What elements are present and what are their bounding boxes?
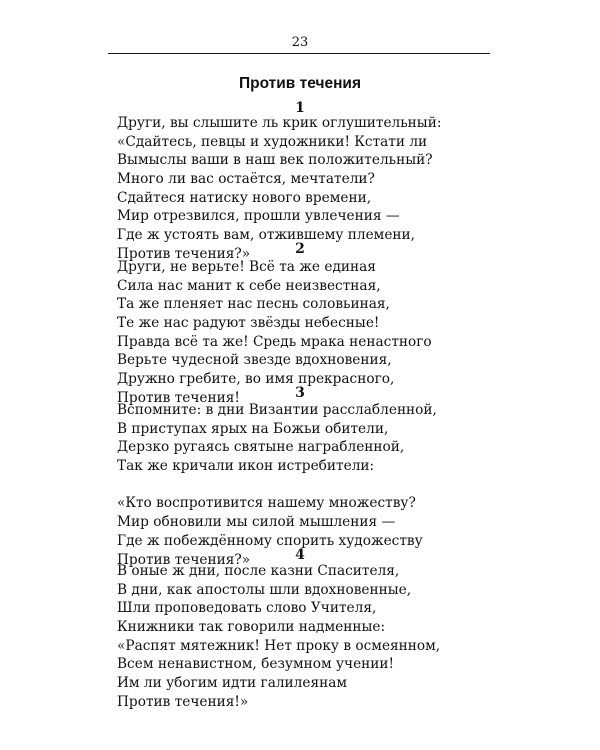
- poem-line: Всем ненавистном, безумном учении!: [117, 656, 395, 673]
- poem-line: Сдайтеся натиску нового времени,: [117, 189, 372, 206]
- poem-line: «Кто воспротивится нашему множеству?: [117, 495, 416, 512]
- poem-line: Мир отрезвился, прошли увлечения —: [117, 208, 400, 225]
- poem-line: Та же пленяет нас песнь соловьиная,: [117, 296, 390, 313]
- poem-title: Против течения: [238, 75, 362, 92]
- stanza-number-4: 4: [295, 547, 305, 563]
- stanza-number-2: 2: [295, 241, 305, 257]
- poem-line: Против течения?»: [117, 551, 251, 568]
- poem-line: Против течения!: [117, 389, 240, 406]
- header-rule: [108, 53, 490, 54]
- poem-line: Мир обновили мы силой мышления —: [117, 514, 396, 531]
- poem-line: Против течения!»: [117, 693, 249, 710]
- poem-line: Верьте чудесной звезде вдохновения,: [117, 352, 392, 369]
- poem-line: «Сдайтесь, певцы и художники! Кстати ли: [117, 133, 428, 150]
- poem-line: Дерзко ругаясь святыне награбленной,: [117, 439, 405, 456]
- stanza-number-1: 1: [295, 100, 305, 116]
- poem-line: Вымыслы ваши в наш век положительный?: [117, 152, 433, 169]
- stanza-number-3: 3: [295, 385, 305, 401]
- poem-line: Книжники так говорили надменные:: [117, 619, 386, 636]
- poem-line: Те же нас радуют звёзды небесные!: [117, 315, 380, 332]
- page-number: 23: [291, 35, 309, 50]
- poem-line: Против течения?»: [117, 245, 251, 262]
- poem-line: В дни, как апостолы шли вдохновенные,: [117, 581, 412, 598]
- poem-line: Им ли убогим идти галилеянам: [117, 675, 348, 692]
- poem-line: Шли проповедовать слово Учителя,: [117, 600, 377, 617]
- poem-line: Где ж побеждённому спорить художеству: [117, 532, 423, 549]
- poem-line: В приступах ярых на Божьи обители,: [117, 420, 389, 437]
- poem-line: Где ж устоять вам, отжившему племени,: [117, 227, 416, 244]
- poem-line: Сила нас манит к себе неизвестная,: [117, 277, 381, 294]
- poem-line: В оные ж дни, после казни Спасителя,: [117, 563, 400, 579]
- poem-line: Вспомните: в дни Византии расслабленной,: [117, 402, 437, 418]
- poem-line: Дружно гребите, во имя прекрасного,: [117, 371, 395, 388]
- poem-line: Так же кричали икон истребители:: [117, 458, 375, 475]
- stanza-4: [117, 562, 497, 712]
- poem-line: Правда всё та же! Средь мрака ненастного: [117, 333, 432, 350]
- poem-line: «Распят мятежник! Нет проку в осмеянном,: [117, 637, 441, 654]
- poem-line: Други, вы слышите ль крик оглушительный:: [117, 115, 442, 131]
- stanza-blank-line: [117, 476, 497, 495]
- poem-line: Други, не верьте! Всё та же единая: [117, 259, 376, 275]
- stanza-3: [117, 401, 497, 569]
- poem-line: Много ли вас остаётся, мечтатели?: [117, 171, 375, 188]
